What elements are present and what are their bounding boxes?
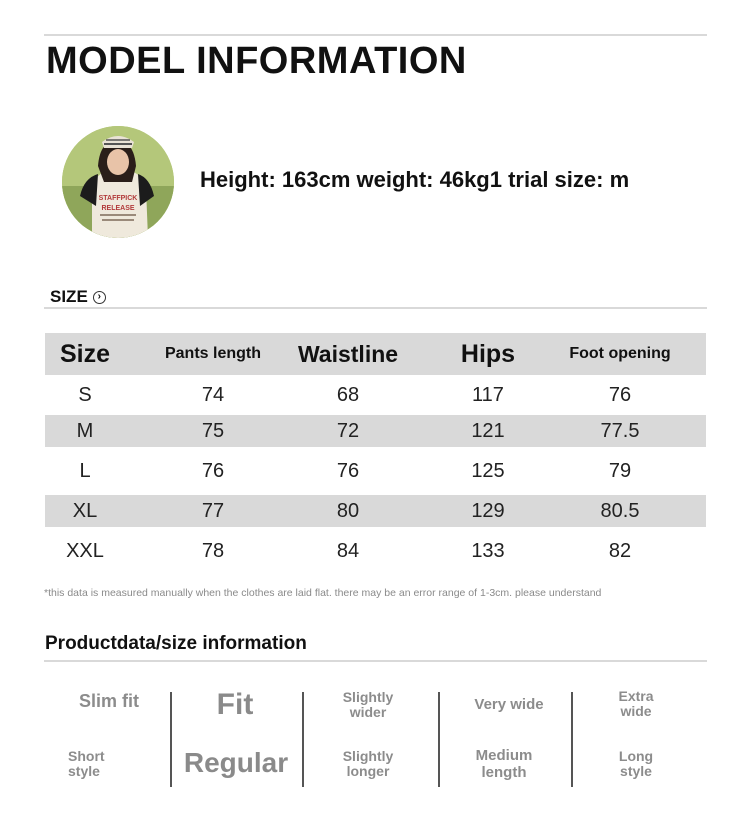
length-short: Short style — [68, 748, 105, 779]
fit-extra-wide: Extra wide — [618, 688, 654, 719]
grid-divider — [571, 692, 573, 787]
header-hips: Hips — [460, 339, 516, 368]
cell-pants-length: 74 — [201, 383, 225, 406]
cell-foot-opening: 82 — [608, 539, 632, 562]
cell-waistline: 76 — [336, 459, 360, 482]
size-section-heading — [50, 287, 106, 307]
model-photo-illustration — [62, 126, 174, 238]
size-table — [45, 333, 706, 575]
table-header-row — [45, 333, 706, 375]
shirt-print-1: STAFFPICK — [98, 195, 138, 202]
cell-pants-length: 75 — [201, 419, 225, 442]
measurement-note: *this data is measured manually when the clothes are laid flat. there may be an error range of 1-3cm. please understand — [44, 587, 602, 599]
fit-regular-highlight: Fit — [216, 688, 254, 721]
cell-waistline: 72 — [336, 419, 360, 442]
grid-divider — [438, 692, 440, 787]
cell-size: XXL — [66, 539, 104, 562]
cell-foot-opening: 77.5 — [600, 419, 640, 442]
cell-pants-length: 78 — [201, 539, 225, 562]
size-divider — [44, 307, 707, 309]
length-long: Long style — [618, 748, 654, 779]
header-waistline: Waistline — [297, 340, 399, 367]
cell-size: XL — [72, 499, 98, 522]
fit-length-grid — [44, 680, 707, 790]
header-pants-length: Pants length — [164, 345, 261, 362]
cell-foot-opening: 80.5 — [600, 499, 640, 522]
cell-foot-opening: 76 — [608, 383, 632, 406]
cell-waistline: 80 — [336, 499, 360, 522]
table-row — [45, 375, 706, 415]
table-row — [45, 527, 706, 575]
cell-hips: 133 — [471, 539, 505, 562]
cell-pants-length: 77 — [201, 499, 225, 522]
cell-waistline: 68 — [336, 383, 360, 406]
table-row — [45, 447, 706, 495]
cell-size: M — [76, 419, 94, 442]
header-foot-opening: Foot opening — [569, 345, 671, 362]
grid-divider — [302, 692, 304, 787]
length-medium: Medium length — [475, 747, 533, 781]
fit-slightly-wider: Slightly wider — [342, 689, 394, 720]
length-regular-highlight: Regular — [183, 747, 289, 778]
chevron-right-circle-icon: › — [93, 291, 106, 304]
cell-hips: 121 — [471, 419, 505, 442]
cell-waistline: 84 — [336, 539, 360, 562]
length-slightly-longer: Slightly longer — [342, 748, 394, 779]
shirt-print-2: RELEASE — [101, 205, 135, 212]
header-size: Size — [59, 339, 111, 368]
cell-size: S — [78, 383, 92, 406]
table-row — [45, 415, 706, 447]
cell-hips: 129 — [471, 499, 505, 522]
cell-size: L — [79, 459, 91, 482]
fit-very-wide: Very wide — [474, 696, 544, 713]
cell-foot-opening: 79 — [608, 459, 632, 482]
product-data-divider — [44, 660, 707, 662]
page-title: MODEL INFORMATION — [46, 40, 467, 82]
cell-pants-length: 76 — [201, 459, 225, 482]
top-divider — [44, 34, 707, 36]
product-data-heading: Productdata/size information — [45, 633, 307, 654]
table-row — [45, 495, 706, 527]
model-avatar — [62, 126, 174, 238]
cell-hips: 117 — [472, 383, 504, 406]
size-heading-label: SIZE — [50, 287, 88, 306]
model-measurements: Height: 163cm weight: 46kg1 trial size: m — [200, 167, 630, 192]
cell-hips: 125 — [471, 459, 505, 482]
fit-slim: Slim fit — [78, 691, 139, 711]
